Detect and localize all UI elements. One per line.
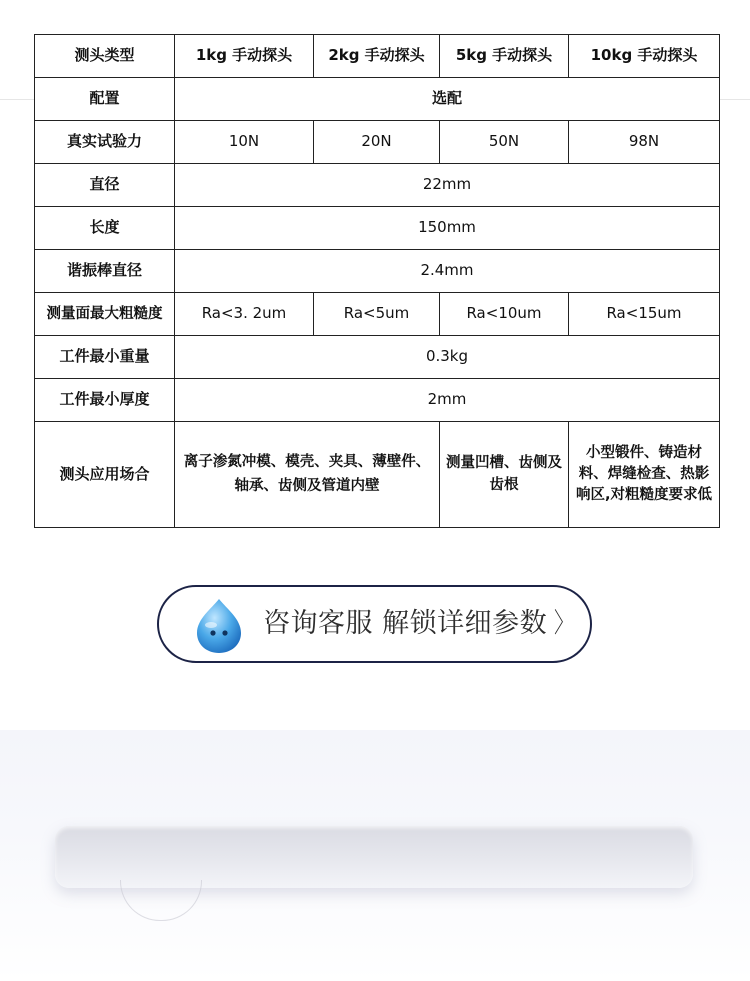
- consult-service-button[interactable]: [157, 585, 592, 663]
- decorative-arc: [120, 880, 202, 921]
- application-1kg-2kg: 离子渗氮冲模、模壳、夹具、薄壁件、轴承、齿侧及管道内壁: [175, 422, 440, 528]
- min-thickness-value: 2mm: [175, 379, 720, 422]
- header-probe-type: 测头类型: [35, 35, 175, 78]
- table-row-application: [35, 422, 720, 528]
- row-label-diameter: 直径: [35, 164, 175, 207]
- table-row-diameter: [35, 164, 720, 207]
- table-row-length: [35, 207, 720, 250]
- roughness-10kg: Ra<15um: [569, 293, 720, 336]
- row-label-rod-diameter: 谐振棒直径: [35, 250, 175, 293]
- force-10kg: 98N: [569, 121, 720, 164]
- header-10kg-probe: 10kg 手动探头: [569, 35, 720, 78]
- roughness-1kg: Ra<3. 2um: [175, 293, 314, 336]
- row-label-min-thickness: 工件最小厚度: [35, 379, 175, 422]
- chevron-right-icon: 〉: [554, 608, 574, 639]
- row-label-force: 真实试验力: [35, 121, 175, 164]
- header-2kg-probe: 2kg 手动探头: [314, 35, 440, 78]
- diameter-value: 22mm: [175, 164, 720, 207]
- table-row-rod-diameter: [35, 250, 720, 293]
- row-label-application: 测头应用场合: [35, 422, 175, 528]
- header-1kg-probe: 1kg 手动探头: [175, 35, 314, 78]
- application-10kg: 小型锻件、铸造材料、焊缝检查、热影响区,对粗糙度要求低: [569, 422, 720, 528]
- probe-spec-table: [34, 34, 720, 528]
- blurred-banner: [55, 826, 693, 888]
- header-5kg-probe: 5kg 手动探头: [440, 35, 569, 78]
- force-5kg: 50N: [440, 121, 569, 164]
- roughness-2kg: Ra<5um: [314, 293, 440, 336]
- table-row-roughness: [35, 293, 720, 336]
- application-5kg: 测量凹槽、齿侧及齿根: [440, 422, 569, 528]
- force-2kg: 20N: [314, 121, 440, 164]
- row-label-length: 长度: [35, 207, 175, 250]
- roughness-5kg: Ra<10um: [440, 293, 569, 336]
- table-row-min-thickness: [35, 379, 720, 422]
- table-row-config: [35, 78, 720, 121]
- consult-service-label[interactable]: 咨询客服 解锁详细参数 〉: [263, 587, 578, 661]
- force-1kg: 10N: [175, 121, 314, 164]
- water-drop-mascot-icon: [189, 595, 249, 655]
- length-value: 150mm: [175, 207, 720, 250]
- table-header-row: [35, 35, 720, 78]
- table-row-min-weight: [35, 336, 720, 379]
- next-section-background: [0, 730, 750, 981]
- config-value: 选配: [175, 78, 720, 121]
- row-label-roughness: 测量面最大粗糙度: [35, 293, 175, 336]
- table-row-force: [35, 121, 720, 164]
- row-label-min-weight: 工件最小重量: [35, 336, 175, 379]
- min-weight-value: 0.3kg: [175, 336, 720, 379]
- rod-diameter-value: 2.4mm: [175, 250, 720, 293]
- row-label-config: 配置: [35, 78, 175, 121]
